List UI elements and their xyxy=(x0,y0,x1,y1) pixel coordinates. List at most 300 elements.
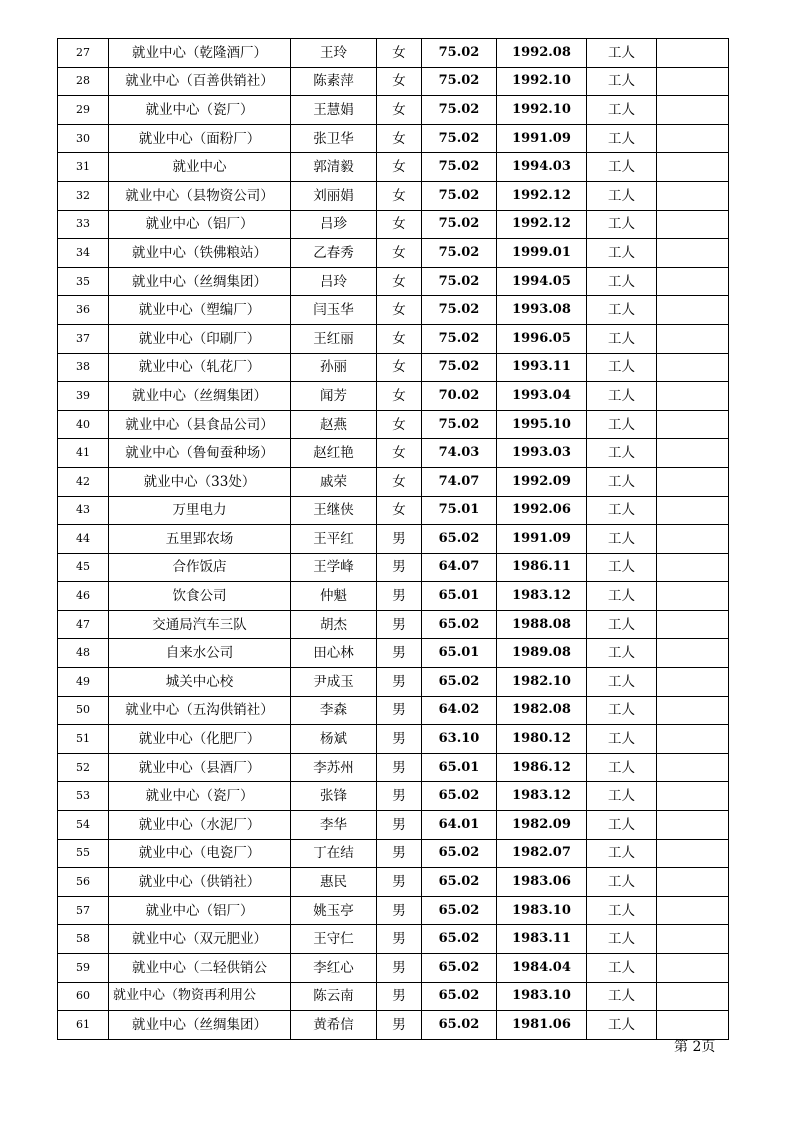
gender-cell: 女 xyxy=(377,382,422,411)
remark-cell xyxy=(657,181,729,210)
unit-name-cell: 饮食公司 xyxy=(109,582,291,611)
value-a-cell: 65.02 xyxy=(422,668,497,697)
remark-cell xyxy=(657,725,729,754)
person-name-cell: 仲魁 xyxy=(291,582,377,611)
gender-cell: 男 xyxy=(377,868,422,897)
row-number-cell: 55 xyxy=(58,839,109,868)
gender-cell: 男 xyxy=(377,896,422,925)
unit-name-cell: 就业中心（33处） xyxy=(109,467,291,496)
gender-cell: 女 xyxy=(377,439,422,468)
job-type-cell: 工人 xyxy=(587,610,657,639)
job-type-cell: 工人 xyxy=(587,982,657,1011)
row-number-cell: 30 xyxy=(58,124,109,153)
unit-name-cell: 就业中心（铝厂） xyxy=(109,896,291,925)
value-a-cell: 74.03 xyxy=(422,439,497,468)
unit-name-cell: 就业中心（水泥厂） xyxy=(109,811,291,840)
gender-cell: 男 xyxy=(377,1011,422,1040)
remark-cell xyxy=(657,696,729,725)
job-type-cell: 工人 xyxy=(587,353,657,382)
value-a-cell: 64.01 xyxy=(422,811,497,840)
person-name-cell: 李苏州 xyxy=(291,753,377,782)
job-type-cell: 工人 xyxy=(587,696,657,725)
unit-name-cell: 就业中心 xyxy=(109,153,291,182)
date-cell: 1986.12 xyxy=(497,753,587,782)
unit-name-cell: 就业中心（电瓷厂） xyxy=(109,839,291,868)
person-name-cell: 陈素萍 xyxy=(291,67,377,96)
row-number-cell: 57 xyxy=(58,896,109,925)
remark-cell xyxy=(657,1011,729,1040)
gender-cell: 男 xyxy=(377,954,422,983)
gender-cell: 男 xyxy=(377,753,422,782)
unit-name-cell: 就业中心（塑编厂） xyxy=(109,296,291,325)
job-type-cell: 工人 xyxy=(587,868,657,897)
person-name-cell: 郭清毅 xyxy=(291,153,377,182)
date-cell: 1982.10 xyxy=(497,668,587,697)
row-number-cell: 29 xyxy=(58,96,109,125)
date-cell: 1992.06 xyxy=(497,496,587,525)
unit-name-cell: 就业中心（瓷厂） xyxy=(109,782,291,811)
job-type-cell: 工人 xyxy=(587,725,657,754)
table-row xyxy=(58,811,729,840)
value-a-cell: 75.02 xyxy=(422,96,497,125)
gender-cell: 男 xyxy=(377,839,422,868)
table-row xyxy=(58,67,729,96)
row-number-cell: 36 xyxy=(58,296,109,325)
person-name-cell: 闫玉华 xyxy=(291,296,377,325)
remark-cell xyxy=(657,982,729,1011)
gender-cell: 男 xyxy=(377,982,422,1011)
unit-name-cell: 就业中心（瓷厂） xyxy=(109,96,291,125)
unit-name-cell: 就业中心（乾隆酒厂） xyxy=(109,39,291,68)
person-name-cell: 王平红 xyxy=(291,525,377,554)
person-name-cell: 吕珍 xyxy=(291,210,377,239)
unit-name-cell: 就业中心（县食品公司） xyxy=(109,410,291,439)
row-number-cell: 40 xyxy=(58,410,109,439)
table-row xyxy=(58,382,729,411)
job-type-cell: 工人 xyxy=(587,39,657,68)
table-row xyxy=(58,868,729,897)
row-number-cell: 46 xyxy=(58,582,109,611)
value-a-cell: 75.02 xyxy=(422,324,497,353)
table-row xyxy=(58,181,729,210)
job-type-cell: 工人 xyxy=(587,954,657,983)
unit-name-cell: 就业中心（县物资公司） xyxy=(109,181,291,210)
table-row xyxy=(58,639,729,668)
table-row xyxy=(58,725,729,754)
date-cell: 1994.05 xyxy=(497,267,587,296)
table-row xyxy=(58,696,729,725)
table-row xyxy=(58,753,729,782)
unit-name-cell: 就业中心（供销社） xyxy=(109,868,291,897)
date-cell: 1994.03 xyxy=(497,153,587,182)
table-body xyxy=(58,39,729,1040)
gender-cell: 女 xyxy=(377,124,422,153)
job-type-cell: 工人 xyxy=(587,753,657,782)
person-name-cell: 王继侠 xyxy=(291,496,377,525)
row-number-cell: 48 xyxy=(58,639,109,668)
job-type-cell: 工人 xyxy=(587,324,657,353)
unit-name-cell: 就业中心（丝绸集团） xyxy=(109,267,291,296)
value-a-cell: 75.02 xyxy=(422,239,497,268)
value-a-cell: 65.02 xyxy=(422,1011,497,1040)
date-cell: 1989.08 xyxy=(497,639,587,668)
value-a-cell: 64.02 xyxy=(422,696,497,725)
date-cell: 1993.03 xyxy=(497,439,587,468)
person-name-cell: 李华 xyxy=(291,811,377,840)
remark-cell xyxy=(657,925,729,954)
remark-cell xyxy=(657,96,729,125)
gender-cell: 女 xyxy=(377,267,422,296)
value-a-cell: 75.02 xyxy=(422,353,497,382)
unit-name-cell: 合作饭店 xyxy=(109,553,291,582)
table-row xyxy=(58,39,729,68)
row-number-cell: 35 xyxy=(58,267,109,296)
row-number-cell: 37 xyxy=(58,324,109,353)
date-cell: 1983.12 xyxy=(497,782,587,811)
gender-cell: 女 xyxy=(377,67,422,96)
date-cell: 1981.06 xyxy=(497,1011,587,1040)
date-cell: 1992.10 xyxy=(497,67,587,96)
remark-cell xyxy=(657,553,729,582)
unit-name-cell: 就业中心（县酒厂） xyxy=(109,753,291,782)
gender-cell: 男 xyxy=(377,782,422,811)
unit-name-cell: 万里电力 xyxy=(109,496,291,525)
value-a-cell: 65.02 xyxy=(422,896,497,925)
person-name-cell: 王红丽 xyxy=(291,324,377,353)
date-cell: 1983.10 xyxy=(497,982,587,1011)
table-row xyxy=(58,439,729,468)
gender-cell: 女 xyxy=(377,96,422,125)
person-name-cell: 尹成玉 xyxy=(291,668,377,697)
unit-name-cell: 就业中心（丝绸集团） xyxy=(109,382,291,411)
gender-cell: 女 xyxy=(377,324,422,353)
row-number-cell: 42 xyxy=(58,467,109,496)
person-name-cell: 黄希信 xyxy=(291,1011,377,1040)
remark-cell xyxy=(657,153,729,182)
table-row xyxy=(58,668,729,697)
value-a-cell: 75.02 xyxy=(422,181,497,210)
person-name-cell: 张锋 xyxy=(291,782,377,811)
unit-name-cell: 就业中心（印刷厂） xyxy=(109,324,291,353)
unit-name-cell: 城关中心校 xyxy=(109,668,291,697)
remark-cell xyxy=(657,582,729,611)
date-cell: 1982.08 xyxy=(497,696,587,725)
unit-name-cell: 自来水公司 xyxy=(109,639,291,668)
person-name-cell: 乙春秀 xyxy=(291,239,377,268)
person-name-cell: 王守仁 xyxy=(291,925,377,954)
row-number-cell: 44 xyxy=(58,525,109,554)
row-number-cell: 61 xyxy=(58,1011,109,1040)
value-a-cell: 65.02 xyxy=(422,982,497,1011)
job-type-cell: 工人 xyxy=(587,496,657,525)
value-a-cell: 75.02 xyxy=(422,39,497,68)
row-number-cell: 45 xyxy=(58,553,109,582)
value-a-cell: 64.07 xyxy=(422,553,497,582)
person-name-cell: 李红心 xyxy=(291,954,377,983)
unit-name-cell: 就业中心（铝厂） xyxy=(109,210,291,239)
table-row xyxy=(58,124,729,153)
job-type-cell: 工人 xyxy=(587,896,657,925)
value-a-cell: 75.02 xyxy=(422,296,497,325)
gender-cell: 女 xyxy=(377,467,422,496)
job-type-cell: 工人 xyxy=(587,67,657,96)
date-cell: 1999.01 xyxy=(497,239,587,268)
row-number-cell: 31 xyxy=(58,153,109,182)
person-name-cell: 王学峰 xyxy=(291,553,377,582)
person-name-cell: 戚荣 xyxy=(291,467,377,496)
table-row xyxy=(58,96,729,125)
person-name-cell: 刘丽娟 xyxy=(291,181,377,210)
table-row xyxy=(58,467,729,496)
date-cell: 1996.05 xyxy=(497,324,587,353)
row-number-cell: 53 xyxy=(58,782,109,811)
table-row xyxy=(58,553,729,582)
value-a-cell: 74.07 xyxy=(422,467,497,496)
unit-name-cell: 就业中心（面粉厂） xyxy=(109,124,291,153)
job-type-cell: 工人 xyxy=(587,181,657,210)
date-cell: 1995.10 xyxy=(497,410,587,439)
gender-cell: 男 xyxy=(377,668,422,697)
remark-cell xyxy=(657,496,729,525)
job-type-cell: 工人 xyxy=(587,296,657,325)
value-a-cell: 65.01 xyxy=(422,582,497,611)
row-number-cell: 58 xyxy=(58,925,109,954)
person-name-cell: 吕玲 xyxy=(291,267,377,296)
date-cell: 1992.12 xyxy=(497,181,587,210)
remark-cell xyxy=(657,868,729,897)
unit-name-cell: 就业中心（鲁甸蚕种场） xyxy=(109,439,291,468)
row-number-cell: 54 xyxy=(58,811,109,840)
job-type-cell: 工人 xyxy=(587,239,657,268)
gender-cell: 男 xyxy=(377,639,422,668)
job-type-cell: 工人 xyxy=(587,410,657,439)
row-number-cell: 47 xyxy=(58,610,109,639)
person-name-cell: 胡杰 xyxy=(291,610,377,639)
value-a-cell: 75.02 xyxy=(422,124,497,153)
gender-cell: 男 xyxy=(377,725,422,754)
date-cell: 1992.10 xyxy=(497,96,587,125)
gender-cell: 男 xyxy=(377,925,422,954)
unit-name-cell: 五里郢农场 xyxy=(109,525,291,554)
remark-cell xyxy=(657,896,729,925)
remark-cell xyxy=(657,410,729,439)
value-a-cell: 75.02 xyxy=(422,410,497,439)
table-row xyxy=(58,896,729,925)
remark-cell xyxy=(657,753,729,782)
value-a-cell: 65.02 xyxy=(422,525,497,554)
date-cell: 1993.08 xyxy=(497,296,587,325)
remark-cell xyxy=(657,67,729,96)
job-type-cell: 工人 xyxy=(587,153,657,182)
table-row xyxy=(58,982,729,1011)
table-row xyxy=(58,267,729,296)
gender-cell: 女 xyxy=(377,153,422,182)
person-name-cell: 孙丽 xyxy=(291,353,377,382)
row-number-cell: 27 xyxy=(58,39,109,68)
unit-name-cell: 就业中心（丝绸集团） xyxy=(109,1011,291,1040)
value-a-cell: 75.02 xyxy=(422,210,497,239)
value-a-cell: 65.01 xyxy=(422,753,497,782)
person-name-cell: 赵燕 xyxy=(291,410,377,439)
job-type-cell: 工人 xyxy=(587,925,657,954)
value-a-cell: 65.02 xyxy=(422,839,497,868)
personnel-table xyxy=(57,38,729,1040)
gender-cell: 男 xyxy=(377,525,422,554)
row-number-cell: 32 xyxy=(58,181,109,210)
gender-cell: 女 xyxy=(377,296,422,325)
gender-cell: 女 xyxy=(377,210,422,239)
job-type-cell: 工人 xyxy=(587,839,657,868)
date-cell: 1983.06 xyxy=(497,868,587,897)
unit-name-cell: 就业中心（化肥厂） xyxy=(109,725,291,754)
remark-cell xyxy=(657,782,729,811)
person-name-cell: 赵红艳 xyxy=(291,439,377,468)
value-a-cell: 65.02 xyxy=(422,610,497,639)
remark-cell xyxy=(657,668,729,697)
table-row xyxy=(58,782,729,811)
value-a-cell: 65.02 xyxy=(422,868,497,897)
row-number-cell: 38 xyxy=(58,353,109,382)
gender-cell: 女 xyxy=(377,410,422,439)
date-cell: 1983.11 xyxy=(497,925,587,954)
job-type-cell: 工人 xyxy=(587,639,657,668)
remark-cell xyxy=(657,267,729,296)
person-name-cell: 杨斌 xyxy=(291,725,377,754)
date-cell: 1992.12 xyxy=(497,210,587,239)
date-cell: 1993.11 xyxy=(497,353,587,382)
person-name-cell: 姚玉亭 xyxy=(291,896,377,925)
value-a-cell: 63.10 xyxy=(422,725,497,754)
remark-cell xyxy=(657,610,729,639)
remark-cell xyxy=(657,353,729,382)
gender-cell: 男 xyxy=(377,553,422,582)
table-row xyxy=(58,153,729,182)
value-a-cell: 65.02 xyxy=(422,954,497,983)
remark-cell xyxy=(657,324,729,353)
job-type-cell: 工人 xyxy=(587,525,657,554)
person-name-cell: 陈云南 xyxy=(291,982,377,1011)
person-name-cell: 王玲 xyxy=(291,39,377,68)
remark-cell xyxy=(657,210,729,239)
row-number-cell: 52 xyxy=(58,753,109,782)
row-number-cell: 50 xyxy=(58,696,109,725)
gender-cell: 男 xyxy=(377,811,422,840)
date-cell: 1991.09 xyxy=(497,124,587,153)
person-name-cell: 张卫华 xyxy=(291,124,377,153)
value-a-cell: 70.02 xyxy=(422,382,497,411)
job-type-cell: 工人 xyxy=(587,439,657,468)
remark-cell xyxy=(657,439,729,468)
row-number-cell: 51 xyxy=(58,725,109,754)
date-cell: 1991.09 xyxy=(497,525,587,554)
row-number-cell: 49 xyxy=(58,668,109,697)
table-row xyxy=(58,410,729,439)
job-type-cell: 工人 xyxy=(587,467,657,496)
job-type-cell: 工人 xyxy=(587,1011,657,1040)
date-cell: 1983.12 xyxy=(497,582,587,611)
date-cell: 1982.07 xyxy=(497,839,587,868)
gender-cell: 女 xyxy=(377,181,422,210)
job-type-cell: 工人 xyxy=(587,124,657,153)
value-a-cell: 65.02 xyxy=(422,925,497,954)
page-number: 第 2页 xyxy=(674,1039,716,1055)
row-number-cell: 56 xyxy=(58,868,109,897)
table-row xyxy=(58,839,729,868)
value-a-cell: 75.01 xyxy=(422,496,497,525)
remark-cell xyxy=(657,39,729,68)
remark-cell xyxy=(657,239,729,268)
job-type-cell: 工人 xyxy=(587,553,657,582)
date-cell: 1984.04 xyxy=(497,954,587,983)
unit-name-cell: 就业中心（轧花厂） xyxy=(109,353,291,382)
value-a-cell: 75.02 xyxy=(422,267,497,296)
table-row xyxy=(58,1011,729,1040)
person-name-cell: 王慧娟 xyxy=(291,96,377,125)
gender-cell: 女 xyxy=(377,496,422,525)
date-cell: 1982.09 xyxy=(497,811,587,840)
person-name-cell: 田心林 xyxy=(291,639,377,668)
unit-name-cell: 就业中心（百善供销社） xyxy=(109,67,291,96)
table-row xyxy=(58,210,729,239)
remark-cell xyxy=(657,382,729,411)
job-type-cell: 工人 xyxy=(587,668,657,697)
unit-name-cell: 就业中心（铁佛粮站） xyxy=(109,239,291,268)
remark-cell xyxy=(657,467,729,496)
table-row xyxy=(58,239,729,268)
row-number-cell: 39 xyxy=(58,382,109,411)
date-cell: 1983.10 xyxy=(497,896,587,925)
person-name-cell: 闻芳 xyxy=(291,382,377,411)
job-type-cell: 工人 xyxy=(587,382,657,411)
unit-name-cell: 就业中心（五沟供销社） xyxy=(109,696,291,725)
row-number-cell: 41 xyxy=(58,439,109,468)
unit-name-cell: 就业中心（二轻供销公 xyxy=(109,954,291,983)
table-row xyxy=(58,525,729,554)
remark-cell xyxy=(657,124,729,153)
date-cell: 1986.11 xyxy=(497,553,587,582)
value-a-cell: 65.01 xyxy=(422,639,497,668)
row-number-cell: 34 xyxy=(58,239,109,268)
unit-name-cell: 交通局汽车三队 xyxy=(109,610,291,639)
job-type-cell: 工人 xyxy=(587,267,657,296)
unit-name-cell: 就业中心（物资再利用公 xyxy=(109,982,291,1011)
table-row xyxy=(58,296,729,325)
value-a-cell: 75.02 xyxy=(422,153,497,182)
date-cell: 1992.09 xyxy=(497,467,587,496)
date-cell: 1993.04 xyxy=(497,382,587,411)
table-row xyxy=(58,954,729,983)
remark-cell xyxy=(657,839,729,868)
person-name-cell: 李森 xyxy=(291,696,377,725)
table-row xyxy=(58,925,729,954)
remark-cell xyxy=(657,296,729,325)
table-row xyxy=(58,324,729,353)
table-row xyxy=(58,582,729,611)
date-cell: 1992.08 xyxy=(497,39,587,68)
row-number-cell: 43 xyxy=(58,496,109,525)
unit-name-cell: 就业中心（双元肥业） xyxy=(109,925,291,954)
remark-cell xyxy=(657,811,729,840)
job-type-cell: 工人 xyxy=(587,811,657,840)
date-cell: 1980.12 xyxy=(497,725,587,754)
job-type-cell: 工人 xyxy=(587,582,657,611)
table-row xyxy=(58,353,729,382)
gender-cell: 男 xyxy=(377,610,422,639)
person-name-cell: 丁在结 xyxy=(291,839,377,868)
person-name-cell: 惠民 xyxy=(291,868,377,897)
job-type-cell: 工人 xyxy=(587,782,657,811)
row-number-cell: 59 xyxy=(58,954,109,983)
